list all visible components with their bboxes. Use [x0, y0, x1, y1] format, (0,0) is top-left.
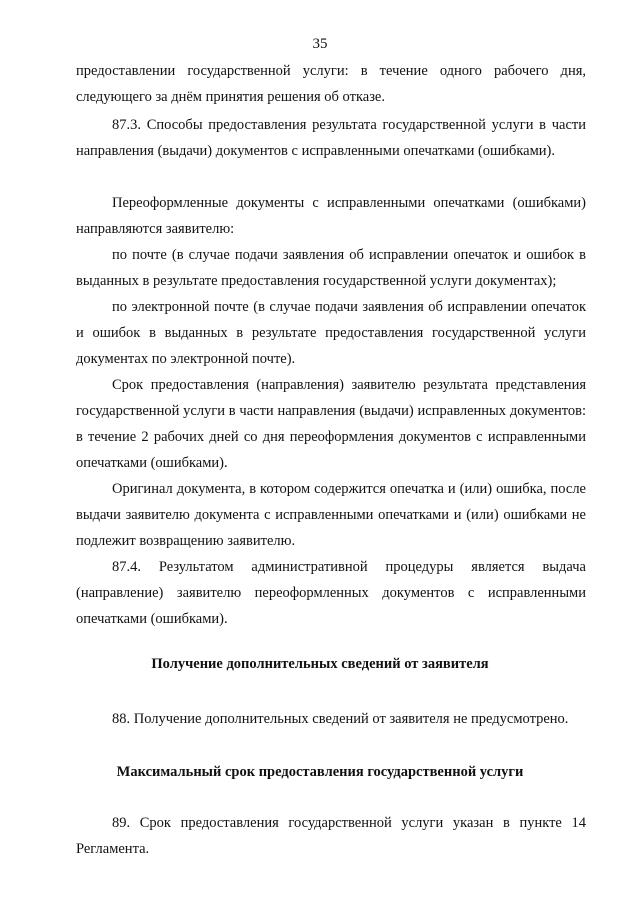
- paragraph-87-3: 87.3. Способы предоставления результата государственной услуги в части направления (выдачи) документов с исправленными опечатками (ошибками).: [76, 117, 586, 159]
- paragraph-reissued-docs: Переоформленные документы с исправленными опечатками (ошибками) направляются заявителю:: [76, 195, 586, 237]
- paragraph-89: 89. Срок предоставления государственной услуги указан в пункте 14 Регламента.: [76, 815, 586, 857]
- paragraph-87-4: 87.4. Результатом административной процедуры является выдача (направление) заявителю переоформленных документов с исправленными опечатками (ошибками).: [76, 559, 586, 627]
- page-number: 35: [312, 36, 328, 52]
- paragraph-delivery-term: Срок предоставления (направления) заявителю результата представления государственной услуги в части направления (выдачи) исправленных документов: в течение 2 рабочих дней со дня переоформления документов с исправленными опечатками (ошибками).: [76, 377, 586, 471]
- paragraph-continuation: предоставлении государственной услуги: в течение одного рабочего дня, следующего за днём принятия решения об отказе.: [76, 63, 586, 105]
- heading-max-term: Максимальный срок предоставления государственной услуги: [116, 764, 524, 780]
- heading-additional-info: Получение дополнительных сведений от заявителя: [151, 656, 489, 672]
- paragraph-by-mail: по почте (в случае подачи заявления об исправлении опечаток и ошибок в выданных в результате предоставления государственной услуги документах);: [76, 247, 586, 289]
- paragraph-88: 88. Получение дополнительных сведений от заявителя не предусмотрено.: [112, 711, 569, 727]
- paragraph-original-document: Оригинал документа, в котором содержится опечатка и (или) ошибка, после выдачи заявителю документа с исправленными опечатками и (или) ошибками не подлежит возвращению заявителю.: [76, 481, 586, 549]
- paragraph-by-email: по электронной почте (в случае подачи заявления об исправлении опечаток и ошибок в выданных в результате предоставления государственной услуги документах по электронной почте).: [76, 299, 586, 367]
